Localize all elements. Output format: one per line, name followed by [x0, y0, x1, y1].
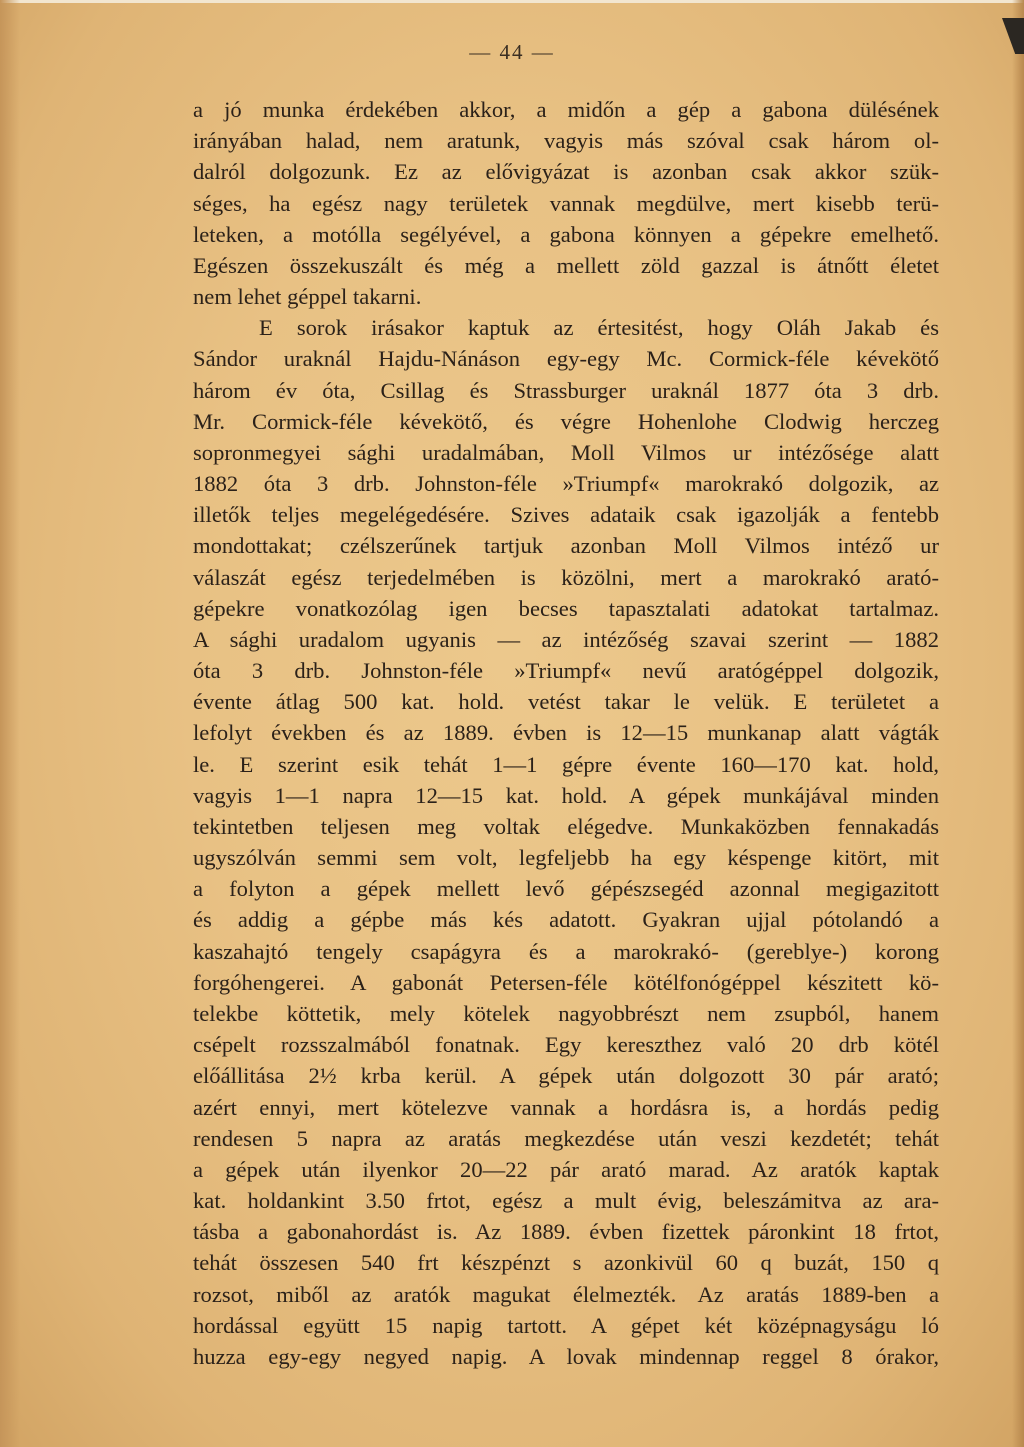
text-line: nem lehet géppel takarni. — [193, 284, 422, 310]
text-line: kat. holdankint 3.50 frtot, egész a mult évig, beleszámitva az ara- — [193, 1188, 939, 1214]
text-line: 1882 óta 3 drb. Johnston-féle »Triumpf« marokrakó dolgozik, az — [193, 471, 939, 497]
text-line: három év óta, Csillag és Strassburger uraknál 1877 óta 3 drb. — [193, 377, 939, 403]
text-line: telekbe köttetik, mely kötelek nagyobbrészt nem zsupból, hanem — [193, 1000, 939, 1026]
text-line: dalról dolgozunk. Ez az elővigyázat is azonban csak akkor szük- — [193, 159, 939, 185]
text-line: válaszát egész terjedelmében is közölni, mert a marokrakó arató- — [193, 564, 939, 590]
text-line: tekintetben teljesen meg voltak elégedve. Munkaközben fennakadás — [193, 813, 939, 839]
page-edge-shadow-right — [1012, 0, 1024, 1447]
text-line: előállitása 2½ krba kerül. A gépek után dolgozott 30 pár arató; — [193, 1063, 939, 1089]
text-line: séges, ha egész nagy területek vannak megdülve, mert kisebb terü- — [193, 190, 939, 216]
text-line: vagyis 1—1 napra 12—15 kat. hold. A gépek munkájával minden — [193, 782, 939, 808]
text-line: és addig a gépbe más kés adatott. Gyakran ujjal pótolandó a — [193, 907, 939, 933]
text-line: ugyszólván semmi sem volt, legfeljebb ha egy késpenge kitört, mit — [193, 845, 939, 871]
text-line: le. E szerint esik tehát 1—1 gépre évente 160—170 kat. hold, — [193, 751, 939, 777]
text-line: A sághi uradalom ugyanis — az intézőség szavai szerint — 1882 — [193, 626, 939, 652]
text-line: tásba a gabonahordást is. Az 1889. évben fizettek páronkint 18 frtot, — [193, 1219, 939, 1245]
text-line: irányában halad, nem aratunk, vagyis más szóval csak három ol- — [193, 128, 939, 154]
text-line: a jó munka érdekében akkor, a midőn a gép a gabona dülésének — [193, 97, 939, 122]
text-line: mondottakat; czélszerűnek tartjuk azonban Moll Vilmos intéző ur — [193, 533, 939, 559]
page-edge-shadow-left — [0, 0, 20, 1447]
text-line: tehát összesen 540 frt készpénzt s azonkivül 60 q buzát, 150 q — [193, 1250, 939, 1276]
scan-edge-top — [0, 0, 1024, 3]
text-line: lefolyt években és az 1889. évben is 12—15 munkanap alatt vágták — [193, 720, 939, 746]
text-line: Sándor uraknál Hajdu-Nánáson egy-egy Mc. Cormick-féle kévekötő — [193, 346, 939, 372]
text-line: illetők teljes megelégedésére. Szives adataik csak igazolják a fentebb — [193, 502, 939, 528]
page-number: — 44 — — [469, 40, 555, 64]
text-line: azért ennyi, mert kötelezve vannak a hordásra is, a hordás pedig — [193, 1094, 939, 1120]
text-line: kaszahajtó tengely csapágyra és a marokrakó- (gereblye-) korong — [193, 938, 939, 964]
body-text — [193, 94, 939, 1372]
text-line: rendesen 5 napra az aratás megkezdése után veszi kezdetét; tehát — [193, 1125, 939, 1151]
text-line: forgóhengerei. A gabonát Petersen-féle kötélfonógéppel készitett kö- — [193, 969, 939, 995]
text-line: Egészen összekuszált és még a mellett zöld gazzal is átnőtt életet — [193, 252, 939, 278]
text-line: hordással együtt 15 napig tartott. A gépet két középnagyságu ló — [193, 1312, 939, 1338]
text-line: sopronmegyei sághi uradalmában, Moll Vilmos ur intézősége alatt — [193, 439, 939, 465]
text-line: gépekre vonatkozólag igen becses tapasztalati adatokat tartalmaz. — [193, 595, 939, 621]
text-line: leteken, a motólla segélyével, a gabona könnyen a gépekre emelhető. — [193, 221, 939, 247]
text-line: Mr. Cormick-féle kévekötő, és végre Hohenlohe Clodwig herczeg — [193, 408, 939, 434]
text-line: évente átlag 500 kat. hold. vetést takar le velük. E területet a — [193, 689, 939, 715]
text-line: a folyton a gépek mellett levő gépészsegéd azonnal megigazitott — [193, 876, 939, 902]
text-line: E sorok irásakor kaptuk az értesitést, hogy Oláh Jakab és — [259, 315, 939, 341]
text-line: huzza egy-egy negyed napig. A lovak mindennap reggel 8 órakor, — [193, 1343, 939, 1369]
text-line: csépelt rozsszalmából fonatnak. Egy kereszthez való 20 drb kötél — [193, 1032, 939, 1058]
text-line: rozsot, miből az aratók magukat élelmezték. Az aratás 1889-ben a — [193, 1281, 939, 1307]
text-line: a gépek után ilyenkor 20—22 pár arató marad. Az aratók kaptak — [193, 1156, 939, 1182]
text-line: óta 3 drb. Johnston-féle »Triumpf« nevű aratógéppel dolgozik, — [193, 658, 939, 684]
